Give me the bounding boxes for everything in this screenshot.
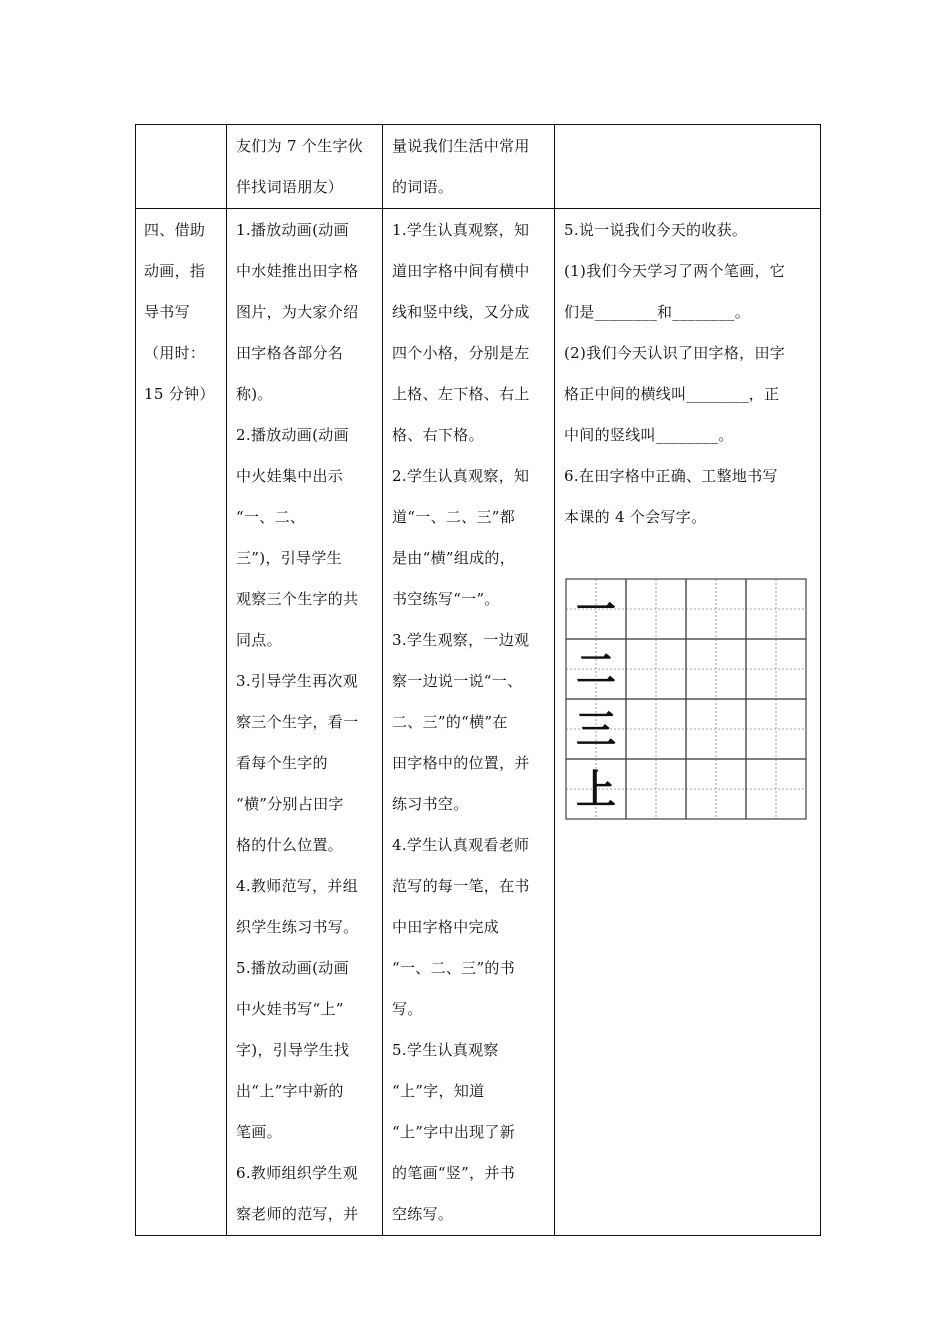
text-line: “一、二、 [236, 508, 306, 526]
lesson-plan-table [135, 124, 821, 1236]
student-activity-cell [383, 125, 555, 209]
text-line: 三”)，引导学生 [236, 549, 342, 567]
tianzige-practice-grid [565, 578, 820, 820]
text-line: 格的什么位置。 [236, 836, 344, 854]
exercise-cell [555, 125, 821, 209]
text-line: 15 分钟） [144, 385, 215, 403]
text-line: 空练写。 [392, 1205, 454, 1223]
text-line: 图片，为大家介绍 [236, 303, 359, 321]
text-line: 是由“横”组成的， [392, 549, 516, 567]
text-line: “上”字，知道 [392, 1082, 485, 1100]
text-line: 同点。 [236, 631, 282, 649]
text-line: 的笔画“竖”，并书 [392, 1164, 516, 1182]
text-line: 中间的竖线叫________。 [564, 426, 734, 444]
text-line: 本课的 4 个会写字。 [564, 508, 707, 526]
stage-text [136, 125, 226, 126]
text-line: 6.在田字格中正确、工整地书写 [564, 467, 778, 485]
teacher-activity-cell [227, 125, 383, 209]
stage-cell [136, 125, 227, 209]
text-line: 田字格中的位置，并 [392, 754, 530, 772]
exercise-cell [555, 209, 821, 1236]
teacher-activity-text [227, 125, 382, 208]
text-line: 6.教师组织学生观 [236, 1164, 359, 1182]
model-character: 二 [576, 647, 616, 693]
text-line: 察老师的范写，并 [236, 1205, 359, 1223]
model-character: 三 [576, 707, 616, 753]
text-line: 道“一、二、三”都 [392, 508, 516, 526]
teacher-activity-cell [227, 209, 383, 1236]
text-line: “横”分别占田字 [236, 795, 344, 813]
text-line: 动画，指 [144, 262, 206, 280]
text-line: 的词语。 [392, 178, 454, 196]
text-line: 2.播放动画(动画 [236, 426, 349, 444]
student-activity-cell [383, 209, 555, 1236]
text-line: 织学生练习书写。 [236, 918, 359, 936]
text-line: 1.播放动画(动画 [236, 221, 349, 239]
text-line: 1.学生认真观察，知 [392, 221, 530, 239]
text-line: 5.学生认真观察 [392, 1041, 499, 1059]
exercise-text [555, 209, 820, 538]
text-line: (2)我们今天认识了田字格，田字 [564, 344, 786, 362]
text-line: 们是________和________。 [564, 303, 751, 321]
text-line: 田字格各部分名 [236, 344, 344, 362]
text-line: 道田字格中间有横中 [392, 262, 530, 280]
text-line: 3.引导学生再次观 [236, 672, 359, 690]
text-line: 伴找词语朋友） [236, 178, 344, 196]
text-line: 写。 [392, 1000, 423, 1018]
text-line: 中水娃推出田字格 [236, 262, 359, 280]
text-line: 四个小格，分别是左 [392, 344, 530, 362]
text-line: 上格、左下格、右上 [392, 385, 530, 403]
text-line: 察三个生字，看一 [236, 713, 359, 731]
text-line: 察一边说一说“一、 [392, 672, 523, 690]
text-line: 量说我们生活中常用 [392, 137, 530, 155]
text-line: 友们为 7 个生字伙 [236, 137, 364, 155]
text-line: 看每个生字的 [236, 754, 328, 772]
text-line: “上”字中出现了新 [392, 1123, 516, 1141]
exercise-text [555, 125, 820, 126]
text-line: 四、借助 [144, 221, 206, 239]
text-line: 练习书空。 [392, 795, 469, 813]
table-row [136, 125, 821, 209]
model-character: 上 [576, 767, 616, 813]
text-line: 2.学生认真观察，知 [392, 467, 530, 485]
text-line: 字)，引导学生找 [236, 1041, 350, 1059]
text-line: 中田字格中完成 [392, 918, 500, 936]
stage-text [136, 209, 226, 415]
student-activity-text [383, 125, 554, 208]
text-line: 称)。 [236, 385, 273, 403]
text-line: (1)我们今天学习了两个笔画，它 [564, 262, 786, 280]
model-character: 一 [576, 587, 616, 633]
text-line: 5.播放动画(动画 [236, 959, 349, 977]
text-line: 观察三个生字的共 [236, 590, 359, 608]
text-line: 范写的每一笔，在书 [392, 877, 530, 895]
text-line: 5.说一说我们今天的收获。 [564, 221, 748, 239]
text-line: 4.学生认真观看老师 [392, 836, 530, 854]
teacher-activity-text [227, 209, 382, 1235]
tianzige-grid-svg [565, 578, 807, 820]
text-line: “一、二、三”的书 [392, 959, 516, 977]
text-line: 导书写 [144, 303, 190, 321]
text-line: 格正中间的横线叫________，正 [564, 385, 780, 403]
text-line: 中火娃集中出示 [236, 467, 344, 485]
text-line: 中火娃书写“上” [236, 1000, 344, 1018]
text-line: 二、三”的“横”在 [392, 713, 508, 731]
text-line: 线和竖中线，又分成 [392, 303, 530, 321]
stage-cell [136, 209, 227, 1236]
table-row [136, 209, 821, 1236]
text-line: 书空练写“一”。 [392, 590, 500, 608]
student-activity-text [383, 209, 554, 1235]
text-line: 笔画。 [236, 1123, 282, 1141]
text-line: 3.学生观察，一边观 [392, 631, 530, 649]
text-line: （用时： [144, 344, 206, 362]
text-line: 格、右下格。 [392, 426, 484, 444]
text-line: 4.教师范写，并组 [236, 877, 359, 895]
text-line: 出“上”字中新的 [236, 1082, 344, 1100]
